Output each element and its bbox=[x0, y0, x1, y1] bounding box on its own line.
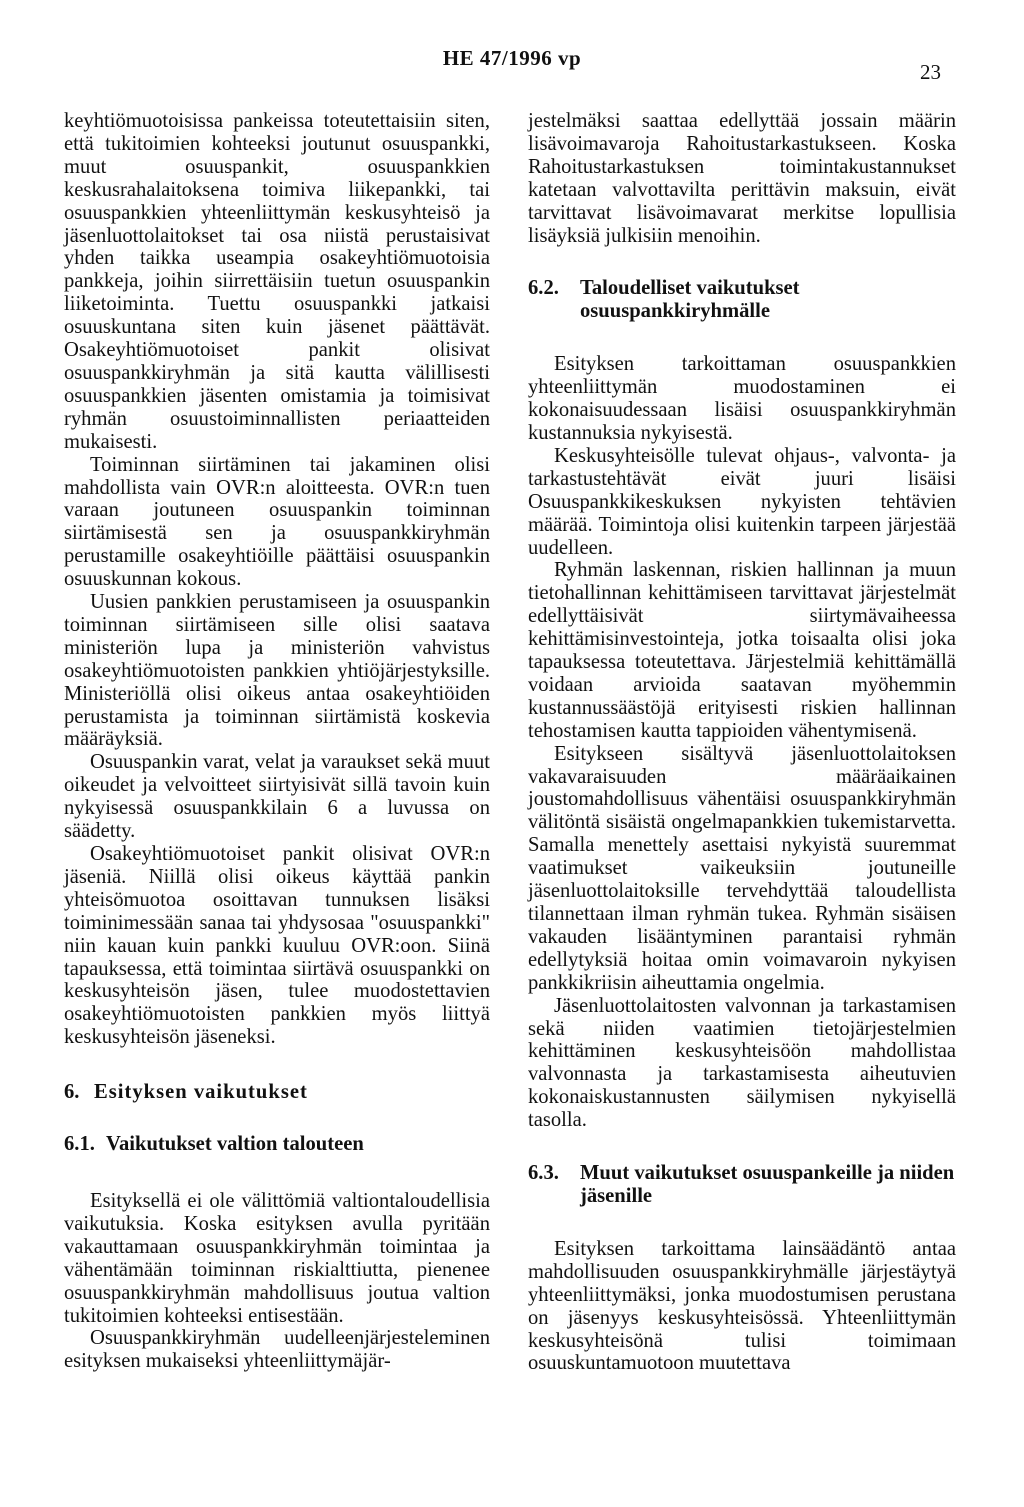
section-heading-6-2 bbox=[528, 277, 956, 323]
section-number: 6.2. bbox=[528, 277, 559, 300]
paragraph: Osuuspankin varat, velat ja varaukset sekä muut oikeudet ja velvoitteet siirtyisivät sillä tavoin kuin nykyisessä osuuspankkilain 6 a luvussa on säädetty. bbox=[64, 751, 490, 843]
left-column bbox=[64, 110, 490, 1373]
section-title: Esityksen vaikutukset bbox=[94, 1081, 308, 1104]
section-heading-6-3 bbox=[528, 1162, 956, 1208]
page-header-title: HE 47/1996 vp bbox=[442, 46, 582, 70]
paragraph: Jäsenluottolaitosten valvonnan ja tarkastamisen sekä niiden vaatimien tietojärjestelmien kehittäminen keskusyhteisöön mahdollistaa valvonnasta ja tarkastamisesta aiheutuvien kokonaiskustannusten säilymisen nykyisellä tasolla. bbox=[528, 994, 956, 1132]
page-number: 23 bbox=[920, 60, 941, 84]
paragraph: Esityksen tarkoittama lainsäädäntö antaa mahdollisuuden osuuspankkiryhmälle järjestäytyä yhteenliittymäksi, jonka muodostumisen perustana on jäsenyys keskusyhteisössä. Yhteenliittymän keskusyhteisönä tulisi toimimaan osuuskuntamuotoon muutettava bbox=[528, 1237, 956, 1375]
paragraph: Esitykseen sisältyvä jäsenluottolaitoksen vakavaraisuuden määräaikainen joustomahdollisuus vähentäisi osuuspankkiryhmän välitöntä sisäistä ongelmapankkien tukemistarvetta. Samalla menettely asettaisi nykyistä suuremmat vaatimukset vaikeuksiin joutuneille jäsenluottolaitoksille tervehdyttää taloudellista tilannettaan ilman ryhmän tukea. Ryhmän sisäisen vakauden lisääntyminen parantaisi ryhmän edellytyksiä hoitaa omin voimavaroin nykyisen pankkikriisin aiheuttamia ongelmia. bbox=[528, 742, 956, 994]
section-number: 6. bbox=[64, 1081, 80, 1104]
section-title: Taloudelliset vaikutukset osuuspankkiryhmälle bbox=[580, 277, 800, 323]
section-number: 6.3. bbox=[528, 1162, 559, 1185]
paragraph: Uusien pankkien perustamiseen ja osuuspankin toiminnan siirtämiseen sille olisi saatava ministeriön lupa ja ministeriön vahvistus osakeyhtiömuotoisten pankkien yhtiöjärjestyksille. Ministeriöllä olisi oikeus antaa osakeyhtiöiden perustamista ja toiminnan siirtämistä koskevia määräyksiä. bbox=[64, 591, 490, 751]
section-heading-6 bbox=[64, 1081, 490, 1104]
paragraph: Esityksellä ei ole välittömiä valtiontaloudellisia vaikutuksia. Koska esityksen avulla pyritään vakauttamaan osuuspankkiryhmän toimintaa ja vähentämään toiminnan riskialttiutta, pienenee osuuspankkiryhmän mahdollisuus joutua valtion tukitoimien kohteeksi entisestään. bbox=[64, 1189, 490, 1327]
section-title: Vaikutukset valtion talouteen bbox=[106, 1133, 364, 1156]
paragraph: Osakeyhtiömuotoiset pankit olisivat OVR:n jäseniä. Niillä olisi oikeus käyttää pankin yhteisömuotoa osoittavan tunnuksen lisäksi toiminimessään sanaa tai yhdysosaa "osuuspankki" niin kauan kuin pankki kuuluu OVR:oon. Siinä tapauksessa, että toimintaa siirtävä osuuspankki on keskusyhteisön jäsen, tulee muodostettavien osakeyhtiömuotoisten pankkien myös liittyä keskusyhteisön jäseneksi. bbox=[64, 843, 490, 1049]
section-number: 6.1. bbox=[64, 1133, 95, 1156]
paragraph: Esityksen tarkoittaman osuuspankkien yhteenliittymän muodostaminen ei kokonaisuudessaan lisäisi osuuspankkiryhmän kustannuksia nykyisestä. bbox=[528, 353, 956, 444]
paragraph: jestelmäksi saattaa edellyttää jossain määrin lisävoimavaroja Rahoitustarkastukseen. Koska Rahoitustarkastuksen toimintakustannukset katetaan valvottavilta perittävin maksuin, eivät tarvittavat lisävoimavarat merkitse lopullisia lisäyksiä julkisiin menoihin. bbox=[528, 110, 956, 247]
section-title: Muut vaikutukset osuuspankeille ja niiden jäsenille bbox=[580, 1162, 955, 1207]
paragraph: Keskusyhteisölle tulevat ohjaus-, valvonta- ja tarkastustehtävät eivät juuri lisäisi Osuuspankkikeskuksen nykyisten tehtävien määrää. Toimintoja olisi kuitenkin tarpeen järjestää uudelleen. bbox=[528, 444, 956, 559]
paragraph: Ryhmän laskennan, riskien hallinnan ja muun tietohallinnan kehittämiseen tarvittavat järjestelmät edellyttäisivät siirtymävaiheessa kehittämisinvestointeja, jotka toisaalta olisi joka tapauksessa toteutettava. Järjestelmiä kehittämällä voidaan arvioida saatavan myöhemmin kustannussäästöjä erityisesti riskien hallinnan tehostamisen kautta tappioiden vähentymisenä. bbox=[528, 559, 956, 742]
paragraph: keyhtiömuotoisissa pankeissa toteutettaisiin siten, että tukitoimien kohteeksi joutunut osuuspankki, muut osuuspankit, osuuspankkien keskusrahalaitoksena toimiva liikepankki, tai osuuspankkien yhteenliittymän keskusyhteisö ja jäsenluottolaitokset tai osa niistä perustaisivat yhden taikka useampia osakeyhtiömuotoisia pankkeja, joihin siirrettäisiin tuetun osuuspankin liiketoiminta. Tuettu osuuspankki jatkaisi osuuskuntana siten kuin jäsenet päättävät. Osakeyhtiömuotoiset pankit olisivat osuuspankkiryhmän ja sitä kautta välillisesti osuuspankkien jäsenten omistamia ja toimisivat ryhmän osuustoiminnallisten periaatteiden mukaisesti. bbox=[64, 110, 490, 453]
paragraph: Osuuspankkiryhmän uudelleenjärjesteleminen esityksen mukaiseksi yhteenliittymäjär- bbox=[64, 1327, 490, 1373]
section-heading-6-1 bbox=[64, 1133, 490, 1156]
right-column bbox=[528, 110, 956, 1375]
paragraph: Toiminnan siirtäminen tai jakaminen olisi mahdollista vain OVR:n aloitteesta. OVR:n tuen varaan joutuneen osuuspankin toiminnan siirtämisestä sen ja osuuspankkiryhmän perustamille osakeyhtiöille päättäisi osuuspankin osuuskunnan kokous. bbox=[64, 453, 490, 591]
